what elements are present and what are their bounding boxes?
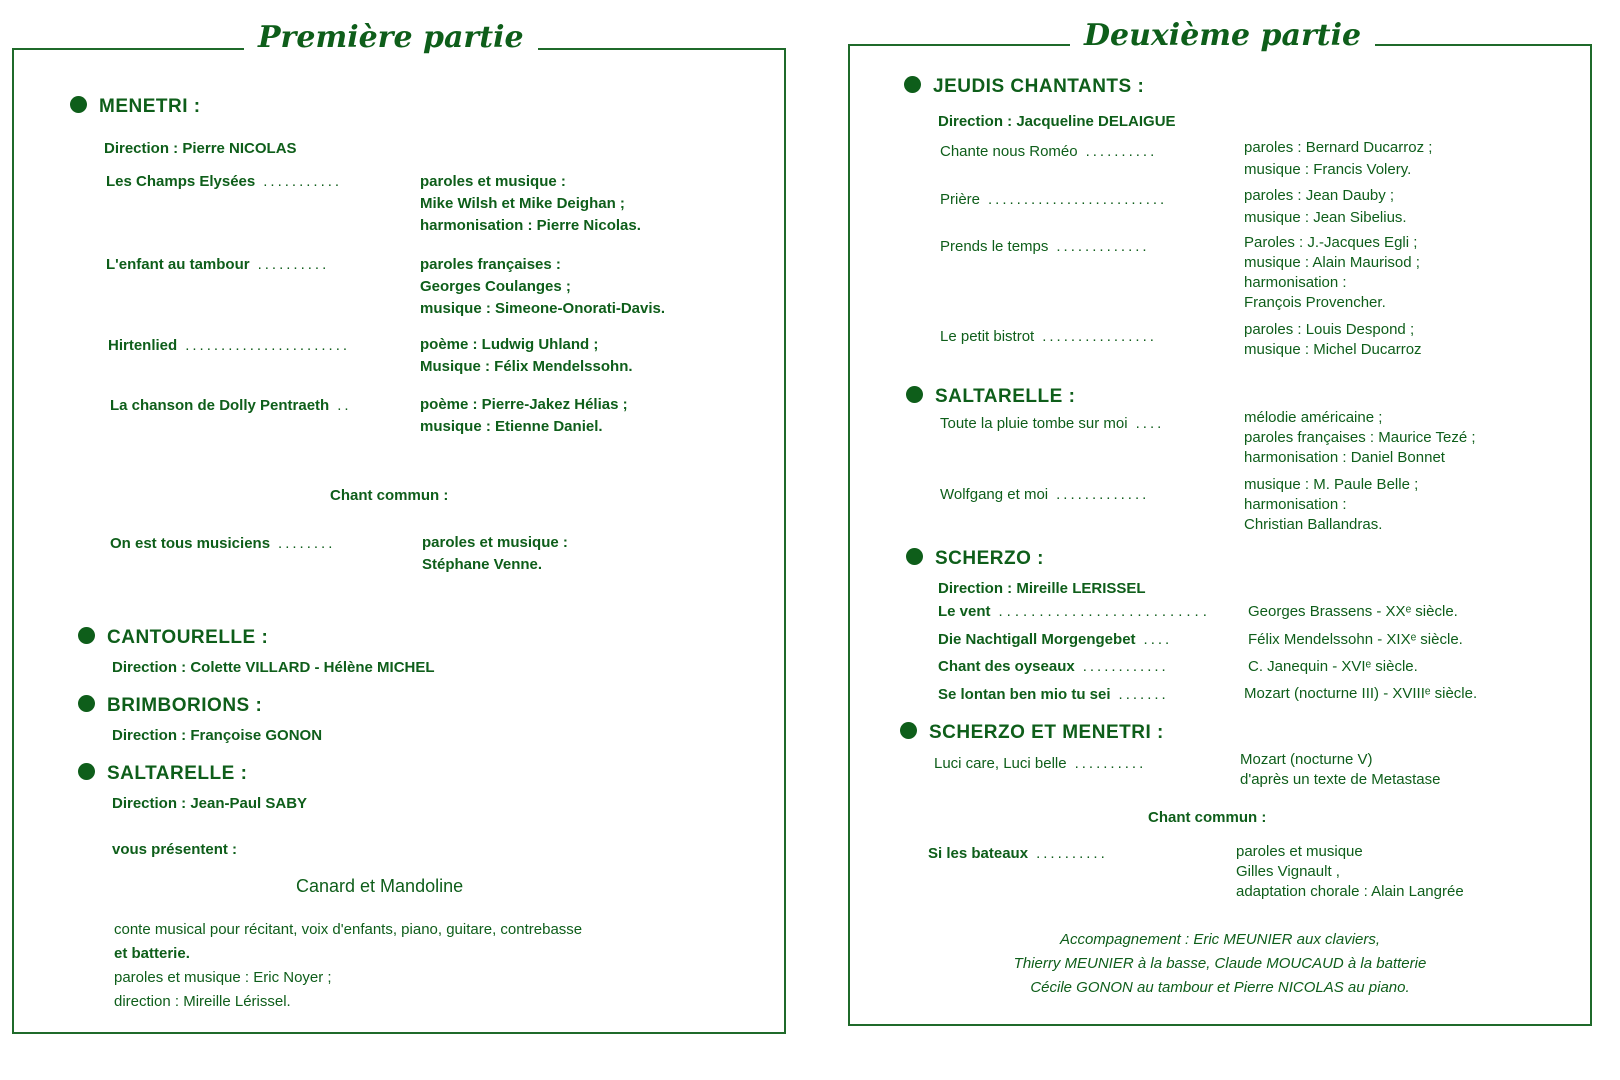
bullet-icon <box>900 722 917 739</box>
song-title: On est tous musiciens ........ <box>110 535 336 552</box>
song-title: Si les bateaux .......... <box>928 845 1108 862</box>
song-title: Die Nachtigall Morgengebet .... <box>938 631 1173 648</box>
chant-commun-label: Chant commun : <box>330 487 449 504</box>
bullet-icon <box>78 695 95 712</box>
song-credits: paroles et musique Gilles Vignault , adaptation chorale : Alain Langrée <box>1236 843 1464 900</box>
song-credits: paroles : Jean Dauby ; musique : Jean Sibelius. <box>1244 187 1407 226</box>
choir-scherzo: SCHERZO : <box>906 548 1044 570</box>
choir-saltarelle-2: SALTARELLE : <box>906 386 1075 408</box>
menetri-direction: Direction : Pierre NICOLAS <box>104 140 297 157</box>
jeudis-direction: Direction : Jacqueline DELAIGUE <box>938 113 1176 130</box>
part2-title: Deuxième partie <box>1070 16 1375 56</box>
song-credits: poème : Pierre-Jakez Hélias ; musique : Etienne Daniel. <box>420 396 628 435</box>
bullet-icon <box>78 763 95 780</box>
song-credits: C. Janequin - XVIᵉ siècle. <box>1248 658 1418 675</box>
song-title: Les Champs Elysées ........... <box>106 173 343 190</box>
accompaniment: Accompagnement : Eric MEUNIER aux claviers, Thierry MEUNIER à la basse, Claude MOUCAUD à la batterie Cécile GONON au tambour et Pierre NICOLAS au piano. <box>1013 931 1427 996</box>
song-title: Hirtenlied ....................... <box>108 337 351 354</box>
song-credits: paroles et musique : Mike Wilsh et Mike Deighan ; harmonisation : Pierre Nicolas. <box>420 173 641 234</box>
show-title: Canard et Mandoline <box>296 876 464 896</box>
bullet-icon <box>78 627 95 644</box>
song-credits: poème : Ludwig Uhland ; Musique : Félix Mendelssohn. <box>420 336 633 375</box>
saltarelle-direction: Direction : Jean-Paul SABY <box>112 795 308 812</box>
brimborions-direction: Direction : Françoise GONON <box>112 727 323 744</box>
choir-cantourelle: CANTOURELLE : <box>78 627 268 649</box>
show-description: conte musical pour récitant, voix d'enfants, piano, guitare, contrebasse et batterie. paroles et musique : Eric Noyer ; direction : Mireille Lérissel. <box>114 921 583 1010</box>
bullet-icon <box>904 76 921 93</box>
song-title: Prière ......................... <box>940 191 1168 208</box>
choir-jeudis-chantants: JEUDIS CHANTANTS : <box>904 76 1144 98</box>
cantourelle-direction: Direction : Colette VILLARD - Hélène MICHEL <box>112 659 435 676</box>
song-title: L'enfant au tambour .......... <box>106 256 330 273</box>
bullet-icon <box>906 386 923 403</box>
song-title: Le vent .......................... <box>938 603 1211 620</box>
choir-scherzo-et-menetri: SCHERZO ET MENETRI : <box>900 722 1164 744</box>
song-credits: Mozart (nocturne V) d'après un texte de Metastase <box>1240 751 1441 788</box>
song-credits: musique : M. Paule Belle ; harmonisation : Christian Ballandras. <box>1244 476 1419 533</box>
song-credits: paroles : Louis Despond ; musique : Michel Ducarroz <box>1244 321 1422 358</box>
song-title: La chanson de Dolly Pentraeth .. <box>110 397 352 414</box>
song-title: Toute la pluie tombe sur moi .... <box>940 415 1165 432</box>
song-credits: paroles et musique : Stéphane Venne. <box>422 534 568 573</box>
choir-brimborions: BRIMBORIONS : <box>78 695 262 717</box>
song-title: Wolfgang et moi ............. <box>940 486 1150 503</box>
song-title: Le petit bistrot ................ <box>940 328 1157 345</box>
choir-menetri: MENETRI : <box>70 96 201 118</box>
song-title: Se lontan ben mio tu sei ....... <box>938 686 1169 703</box>
bullet-icon <box>906 548 923 565</box>
scherzo-direction: Direction : Mireille LERISSEL <box>938 580 1146 597</box>
song-credits: paroles : Bernard Ducarroz ; musique : Francis Volery. <box>1244 139 1433 178</box>
song-title: Prends le temps ............. <box>940 238 1150 255</box>
part1-title: Première partie <box>244 18 538 58</box>
song-title: Chant des oyseaux ............ <box>938 658 1169 675</box>
choir-saltarelle: SALTARELLE : <box>78 763 247 785</box>
song-title: Chante nous Roméo .......... <box>940 143 1158 160</box>
song-credits: Félix Mendelssohn - XIXᵉ siècle. <box>1248 631 1463 648</box>
song-credits: Mozart (nocturne III) - XVIIIᵉ siècle. <box>1244 685 1478 702</box>
bullet-icon <box>70 96 87 113</box>
song-credits: Georges Brassens - XXᵉ siècle. <box>1248 603 1458 620</box>
song-credits: mélodie américaine ; paroles françaises : Maurice Tezé ; harmonisation : Daniel Bonnet <box>1244 409 1476 466</box>
song-credits: Paroles : J.-Jacques Egli ; musique : Alain Maurisod ; harmonisation : François Provencher. <box>1244 234 1420 311</box>
chant-commun-label-2: Chant commun : <box>1148 809 1267 826</box>
song-credits: paroles françaises : Georges Coulanges ; musique : Simeone-Onorati-Davis. <box>420 256 666 317</box>
song-title: Luci care, Luci belle .......... <box>934 755 1147 772</box>
presentent: vous présentent : <box>112 841 238 858</box>
